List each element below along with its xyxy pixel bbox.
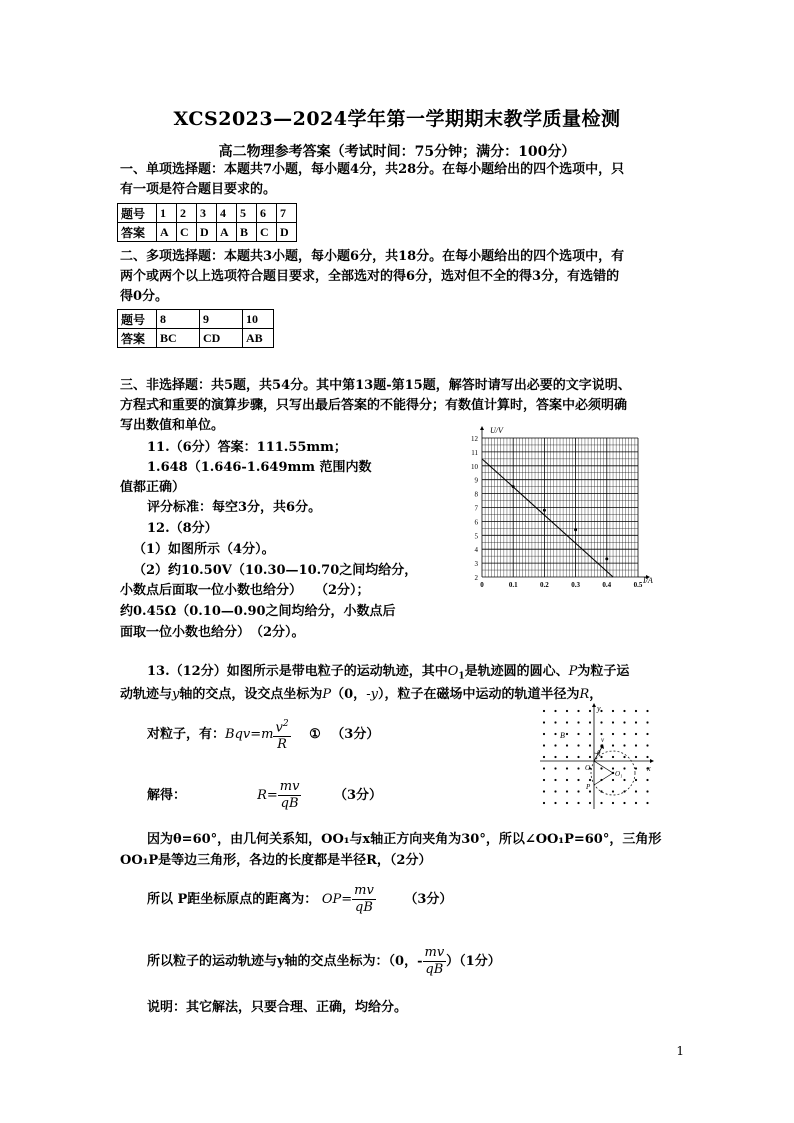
chart-y-tick-label: 6 [474, 518, 478, 527]
field-dot [554, 710, 556, 712]
frac-numerator: mv [354, 883, 374, 898]
field-dot [566, 779, 568, 781]
field-dot [554, 744, 556, 746]
fraction [273, 716, 290, 753]
chart-y-tick-label: 7 [474, 504, 478, 513]
score: ）（1分） [446, 954, 501, 969]
table-header-cell: 答案 [118, 223, 157, 242]
field-dot [554, 721, 556, 723]
frac-denominator: qB [423, 961, 447, 978]
symbol-neg-y: -y [366, 687, 378, 702]
section3-line1: 三、非选择题：共5题，共54分。其中第13题-第15题，解答时请写出必要的文字说明、 [120, 378, 631, 393]
q13-intro-line1 [147, 662, 629, 687]
fraction [352, 883, 376, 916]
chart-y-tick-label: 3 [474, 560, 478, 569]
field-dot [646, 744, 648, 746]
field-dot [577, 756, 579, 758]
chart-y-ticks [471, 435, 479, 582]
field-dot [623, 733, 625, 735]
field-dot [623, 710, 625, 712]
label-P: P [586, 783, 591, 791]
equation-mark: ① [309, 727, 321, 743]
chart-x-tick-label: 0.1 [508, 581, 518, 589]
frac-numerator: v [275, 720, 283, 736]
eq-lhs: Bqv=m [225, 727, 274, 743]
fraction [278, 779, 302, 812]
field-dot [589, 756, 591, 758]
label-y: y [597, 704, 601, 713]
field-dot [543, 790, 545, 792]
field-dot [543, 721, 545, 723]
chart-y-tick-label: 9 [474, 476, 478, 485]
symbol-O1: O [447, 664, 459, 679]
field-dot [612, 744, 614, 746]
field-dot [623, 721, 625, 723]
chart-x-tick-label: 0 [480, 581, 484, 589]
field-dot [635, 721, 637, 723]
chart-x-ticks [480, 581, 643, 589]
q13-text: 为粒子运 [577, 664, 630, 679]
score: （3分） [331, 727, 380, 743]
field-dot [612, 710, 614, 712]
field-dot [589, 710, 591, 712]
chart-data-point [605, 557, 608, 560]
label-x: x [647, 764, 651, 773]
chart-grid [480, 426, 650, 579]
field-dot [554, 790, 556, 792]
table-cell: 3 [197, 204, 217, 223]
chart-y-tick-label: 8 [474, 490, 478, 499]
frac-numerator: mv [279, 779, 300, 794]
field-dot [554, 802, 556, 804]
table-cell: 10 [243, 310, 274, 329]
label-v: v [601, 736, 605, 744]
field-dot [646, 790, 648, 792]
field-dot [577, 744, 579, 746]
label-O1: O₁ [615, 770, 623, 778]
eq-label: 所以 P距坐标原点的距离为： [147, 892, 318, 907]
single-choice-table [117, 203, 297, 242]
field-dot [543, 744, 545, 746]
chart-x-tick-label: 0.2 [540, 581, 549, 589]
table-row [118, 204, 297, 223]
field-dot [554, 779, 556, 781]
field-dot [566, 721, 568, 723]
field-dot [612, 767, 614, 769]
superscript: 2 [282, 719, 289, 729]
page-subtitle: 高二物理参考答案（考试时间：75分钟；满分：100分） [218, 144, 576, 160]
score: （3分） [404, 892, 453, 907]
q12-line5: 约0.45Ω（0.10—0.90之间均给分，小数点后 [120, 604, 396, 619]
field-dot [554, 733, 556, 735]
q13-text: （0， [331, 687, 367, 702]
chart-y-tick-label: 5 [474, 532, 478, 541]
label-O: O [585, 764, 591, 772]
eq-label: 解得： [147, 788, 187, 803]
field-dot [566, 710, 568, 712]
field-dot [566, 767, 568, 769]
field-dot [623, 744, 625, 746]
q13-text: ），粒子在磁场中运动的轨道半径为 [377, 687, 580, 702]
q13-text: 轴的交点，设交点坐标为 [179, 687, 323, 702]
field-dot [566, 733, 568, 735]
score: （3分） [333, 788, 383, 803]
table-cell: D [197, 223, 217, 242]
section2-line1: 二、多项选择题：本题共3小题，每小题6分，共18分。在每小题给出的四个选项中，有 [120, 249, 625, 264]
q13-text: 动轨迹与 [120, 687, 173, 702]
q12-line2: （1）如图所示（4分）。 [133, 542, 275, 557]
field-dot [543, 756, 545, 758]
q11-line2: 1.648（1.646-1.649mm 范围内数 [147, 460, 372, 475]
radius-PO1 [594, 773, 613, 785]
magnetic-field-diagram [538, 703, 654, 811]
section2-line3: 得0分。 [120, 289, 169, 304]
q13-equation-2 [147, 778, 382, 814]
table-cell: BC [157, 329, 200, 348]
table-cell: 1 [157, 204, 177, 223]
magnetic-field-dots [543, 710, 649, 804]
field-dot [577, 779, 579, 781]
table-cell: 2 [177, 204, 197, 223]
chart-data-point [574, 528, 577, 531]
field-dot [589, 802, 591, 804]
center-point [612, 772, 614, 774]
chart-x-tick-label: 0.4 [602, 581, 612, 589]
page-title: XCS2023—2024学年第一学期期末教学质量检测 [173, 108, 621, 130]
q13-text: 是轨迹圆的圆心、 [464, 664, 569, 679]
field-dot [600, 733, 602, 735]
chart-y-tick-label: 2 [474, 574, 478, 582]
table-cell: 9 [200, 310, 243, 329]
field-dot [635, 767, 637, 769]
field-dot [623, 779, 625, 781]
section3-line2: 方程式和重要的演算步骤，只写出最后答案的不能得分；有数值计算时，答案中必须明确 [120, 398, 628, 413]
label-theta: θ [597, 749, 601, 757]
field-dot [566, 756, 568, 758]
table-cell: 6 [257, 204, 277, 223]
field-dot [612, 733, 614, 735]
field-dot [635, 779, 637, 781]
field-dot [612, 721, 614, 723]
field-dot [635, 756, 637, 758]
field-dot [635, 733, 637, 735]
field-dot [612, 779, 614, 781]
table-cell: D [277, 223, 297, 242]
q12-line1: 12.（8分） [147, 521, 218, 536]
label-B: B [560, 731, 565, 740]
q13-equation-1 [147, 716, 379, 753]
field-dot [635, 744, 637, 746]
chart-y-tick-label: 12 [471, 435, 478, 443]
field-dot [646, 802, 648, 804]
table-cell: C [257, 223, 277, 242]
table-cell: 4 [217, 204, 237, 223]
field-dot [623, 767, 625, 769]
field-dot [646, 733, 648, 735]
field-dot [577, 733, 579, 735]
frac-denominator: qB [278, 795, 302, 812]
q12-line4: 小数点后面取一位小数也给分） （2分）； [120, 583, 370, 598]
table-header-cell: 题号 [118, 310, 157, 329]
field-dot [600, 767, 602, 769]
q11-line1: 11.（6分）答案：111.55mm； [147, 440, 347, 455]
field-dot [646, 779, 648, 781]
field-dot [589, 721, 591, 723]
table-cell: C [177, 223, 197, 242]
q13-note: 说明：其它解法，只要合理、正确，均给分。 [147, 1000, 408, 1015]
field-dot [543, 779, 545, 781]
field-dot [612, 802, 614, 804]
field-dot [600, 721, 602, 723]
field-dot [566, 802, 568, 804]
field-dot [577, 802, 579, 804]
chart-data-point [512, 485, 515, 488]
field-dot [646, 721, 648, 723]
field-dot [635, 790, 637, 792]
frac-denominator: R [273, 736, 290, 753]
field-dot [600, 710, 602, 712]
q13-intro-line2: 动轨迹与y轴的交点，设交点坐标为P（0，-y），粒子在磁场中运动的轨道半径为R， [120, 687, 603, 702]
frac-denominator: qB [352, 899, 376, 916]
field-dot [589, 779, 591, 781]
section3-line3: 写出数值和单位。 [120, 418, 225, 433]
chart-x-tick-label: 0.5 [633, 581, 643, 589]
q12-line3: （2）约10.50V（10.30—10.70之间均给分， [133, 563, 418, 578]
field-dot [566, 744, 568, 746]
eq-label: 所以粒子的运动轨迹与y轴的交点坐标为：（0，- [147, 954, 423, 969]
q13-equation-4 [147, 944, 501, 980]
field-dot [566, 790, 568, 792]
field-dot [600, 802, 602, 804]
field-dot [612, 790, 614, 792]
section1-line1: 一、单项选择题：本题共7小题，每小题4分，共28分。在每小题给出的四个选项中，只 [120, 162, 625, 177]
field-dot [635, 710, 637, 712]
q11-line4: 评分标准：每空3分，共6分。 [147, 500, 322, 515]
symbol-R: R [579, 687, 590, 702]
table-cell: A [157, 223, 177, 242]
table-cell: A [217, 223, 237, 242]
field-dot [554, 767, 556, 769]
section2-line2: 两个或两个以上选项符合题目要求，全部选对的得6分，选对但不全的得3分，有选错的 [120, 269, 620, 284]
field-dot [543, 802, 545, 804]
multi-choice-table [117, 309, 274, 348]
field-dot [589, 744, 591, 746]
table-cell: B [237, 223, 257, 242]
eq-lhs: R= [257, 788, 278, 803]
field-dot [554, 756, 556, 758]
chart-y-label: U/V [490, 426, 503, 435]
q12-line6: 面取一位小数也给分） （2分）。 [120, 625, 305, 640]
field-dot [589, 733, 591, 735]
table-cell: 7 [277, 204, 297, 223]
field-dot [543, 710, 545, 712]
chart-y-tick-label: 11 [471, 448, 478, 457]
table-cell: 8 [157, 310, 200, 329]
q13-text: 13.（12分）如图所示是带电粒子的运动轨迹，其中 [147, 664, 448, 679]
field-dot [600, 756, 602, 758]
eq-lhs: OP= [321, 892, 353, 907]
chart-x-tick-label: 0.3 [571, 581, 580, 589]
field-dot [612, 756, 614, 758]
q13-equation-3 [147, 882, 452, 918]
field-dot [577, 721, 579, 723]
field-dot [646, 756, 648, 758]
field-dot [623, 756, 625, 758]
x-axis-arrow [650, 759, 654, 763]
field-dot [543, 767, 545, 769]
symbol-y: y [172, 687, 180, 702]
table-header-cell: 答案 [118, 329, 157, 348]
field-dot [543, 733, 545, 735]
eq-label: 对粒子，有： [147, 727, 226, 743]
table-row [118, 329, 274, 348]
q13-line3: 因为θ=60°，由几何关系知，OO₁与x轴正方向夹角为30°，所以∠OO₁P=60°，三角形 [147, 832, 662, 847]
fraction [423, 945, 447, 978]
chart-data-point [543, 509, 546, 512]
table-cell: AB [243, 329, 274, 348]
chart-x-label: I/A [643, 576, 653, 585]
y-axis-arrow [480, 426, 484, 430]
chart-y-tick-label: 10 [471, 462, 478, 471]
radius-OO1 [594, 761, 613, 773]
symbol-P: P [568, 664, 578, 679]
table-row [118, 310, 274, 329]
section1-line2: 有一项是符合题目要求的。 [120, 182, 277, 197]
field-dot [577, 767, 579, 769]
table-row [118, 223, 297, 242]
table-header-cell: 题号 [118, 204, 157, 223]
field-dot [577, 790, 579, 792]
chart-y-tick-label: 4 [474, 546, 478, 555]
subscript-1: 1 [458, 671, 465, 682]
field-dot [635, 802, 637, 804]
table-cell: CD [200, 329, 243, 348]
table-cell: 5 [237, 204, 257, 223]
q13-line4: OO₁P是等边三角形，各边的长度都是半径R，（2分） [120, 853, 432, 868]
q11-line3: 值都正确） [120, 480, 186, 495]
y-axis-arrow [592, 703, 596, 707]
page-number: 1 [676, 1044, 684, 1058]
field-dot [577, 710, 579, 712]
field-dot [646, 710, 648, 712]
field-dot [623, 802, 625, 804]
symbol-P: P [322, 687, 332, 702]
frac-numerator: mv [424, 945, 445, 960]
u-i-chart [462, 424, 662, 596]
